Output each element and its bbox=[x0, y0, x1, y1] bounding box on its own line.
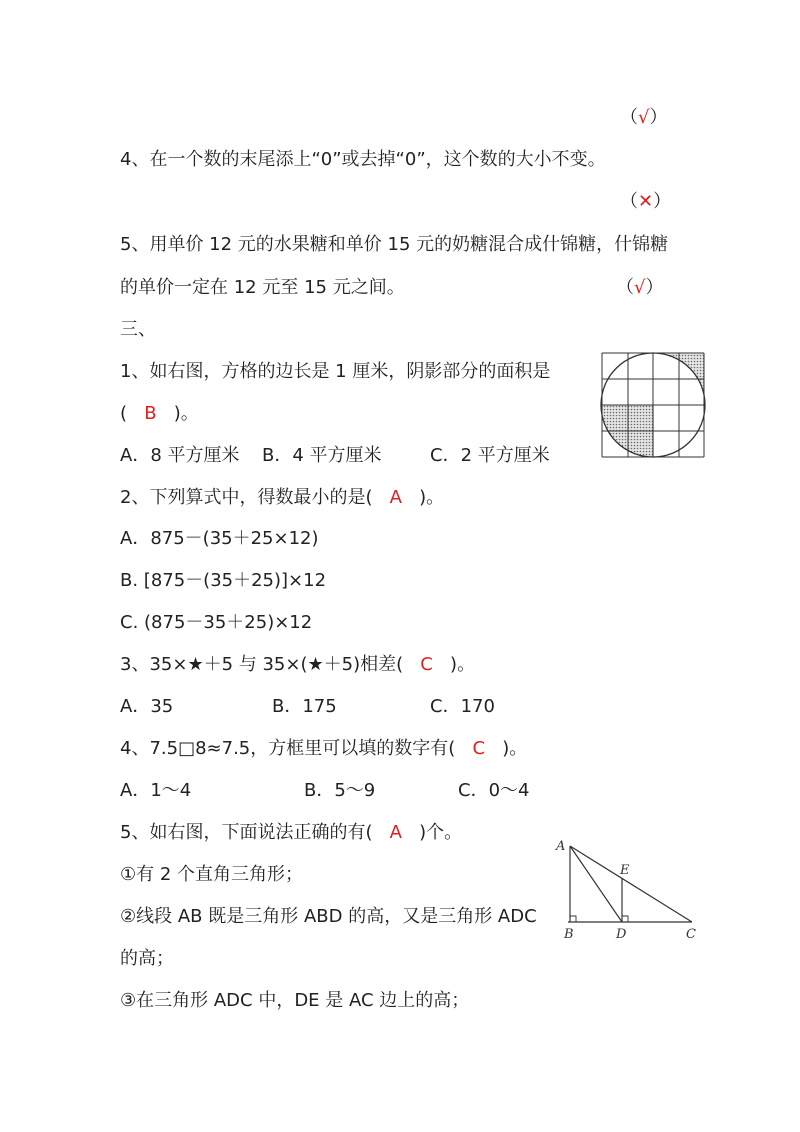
mc-question-2: 2、下列算式中，得数最小的是( A )。 bbox=[120, 487, 445, 508]
mc-1-option-c: C．2 平方厘米 bbox=[430, 445, 550, 466]
mc-question-5: 5、如右图，下面说法正确的有( A )个。 bbox=[120, 822, 463, 843]
mc-answer-5: A bbox=[389, 822, 402, 843]
mc-5-statement-2-line2: 的高； bbox=[120, 948, 174, 969]
mc-4-option-a: A．1～4 bbox=[120, 780, 192, 801]
label-d: D bbox=[616, 927, 627, 942]
mc-answer-3: C bbox=[420, 654, 433, 675]
mc-4-option-b: B．5～9 bbox=[304, 780, 376, 801]
judge-question-5-line2: 的单价一定在 12 元至 15 元之间。 bbox=[120, 277, 405, 298]
mc-2-option-b: B. [875－(35＋25)]×12 bbox=[120, 570, 327, 591]
mc-5-statement-3: ③在三角形 ADC 中，DE 是 AC 边上的高； bbox=[120, 990, 470, 1011]
mc-answer-1: B bbox=[144, 403, 157, 424]
mc-4-option-c: C．0～4 bbox=[458, 780, 530, 801]
mc-3-option-b: B．175 bbox=[272, 696, 337, 717]
mc-question-4: 4、7.5□8≈7.5，方框里可以填的数字有( C )。 bbox=[120, 738, 528, 759]
section-heading: 三、 bbox=[120, 319, 156, 340]
mc-1-option-a: A．8 平方厘米 bbox=[120, 445, 240, 466]
label-c: C bbox=[686, 927, 696, 942]
mc-5-statement-1: ①有 2 个直角三角形； bbox=[120, 864, 304, 885]
judge-mark-5: （√） bbox=[616, 277, 664, 298]
judge-question-5-line1: 5、用单价 12 元的水果糖和单价 15 元的奶糖混合成什锦糖，什锦糖 bbox=[120, 234, 669, 255]
judge-answer-4: ✕ bbox=[638, 191, 654, 212]
label-b: B bbox=[564, 927, 574, 942]
mc-2-option-c: C. (875－35＋25)×12 bbox=[120, 612, 313, 633]
mc-question-3: 3、35×★＋5 与 35×(★＋5)相差( C )。 bbox=[120, 654, 476, 675]
triangle-figure bbox=[550, 836, 710, 946]
judge-mark-3: （√） bbox=[620, 107, 668, 128]
label-a: A bbox=[556, 839, 566, 854]
mc-1-option-b: B．4 平方厘米 bbox=[262, 445, 382, 466]
mc-answer-4: C bbox=[472, 738, 486, 759]
mc-3-option-a: A．35 bbox=[120, 696, 174, 717]
mc-question-1-blank: ( B )。 bbox=[120, 403, 199, 424]
label-e: E bbox=[620, 863, 630, 878]
grid-circle-figure bbox=[600, 351, 706, 459]
judge-mark-4: （✕） bbox=[620, 191, 672, 212]
judge-question-4: 4、在一个数的末尾添上“0”或去掉“0”，这个数的大小不变。 bbox=[120, 149, 606, 170]
mc-5-statement-2-line1: ②线段 AB 既是三角形 ABD 的高，又是三角形 ADC bbox=[120, 906, 537, 927]
judge-answer-3: √ bbox=[638, 107, 650, 128]
mc-2-option-a: A．875－(35＋25×12) bbox=[120, 528, 319, 549]
mc-answer-2: A bbox=[389, 487, 402, 508]
mc-question-1: 1、如右图，方格的边长是 1 厘米，阴影部分的面积是 bbox=[120, 361, 551, 382]
mc-3-option-c: C．170 bbox=[430, 696, 495, 717]
judge-answer-5: √ bbox=[634, 277, 646, 298]
